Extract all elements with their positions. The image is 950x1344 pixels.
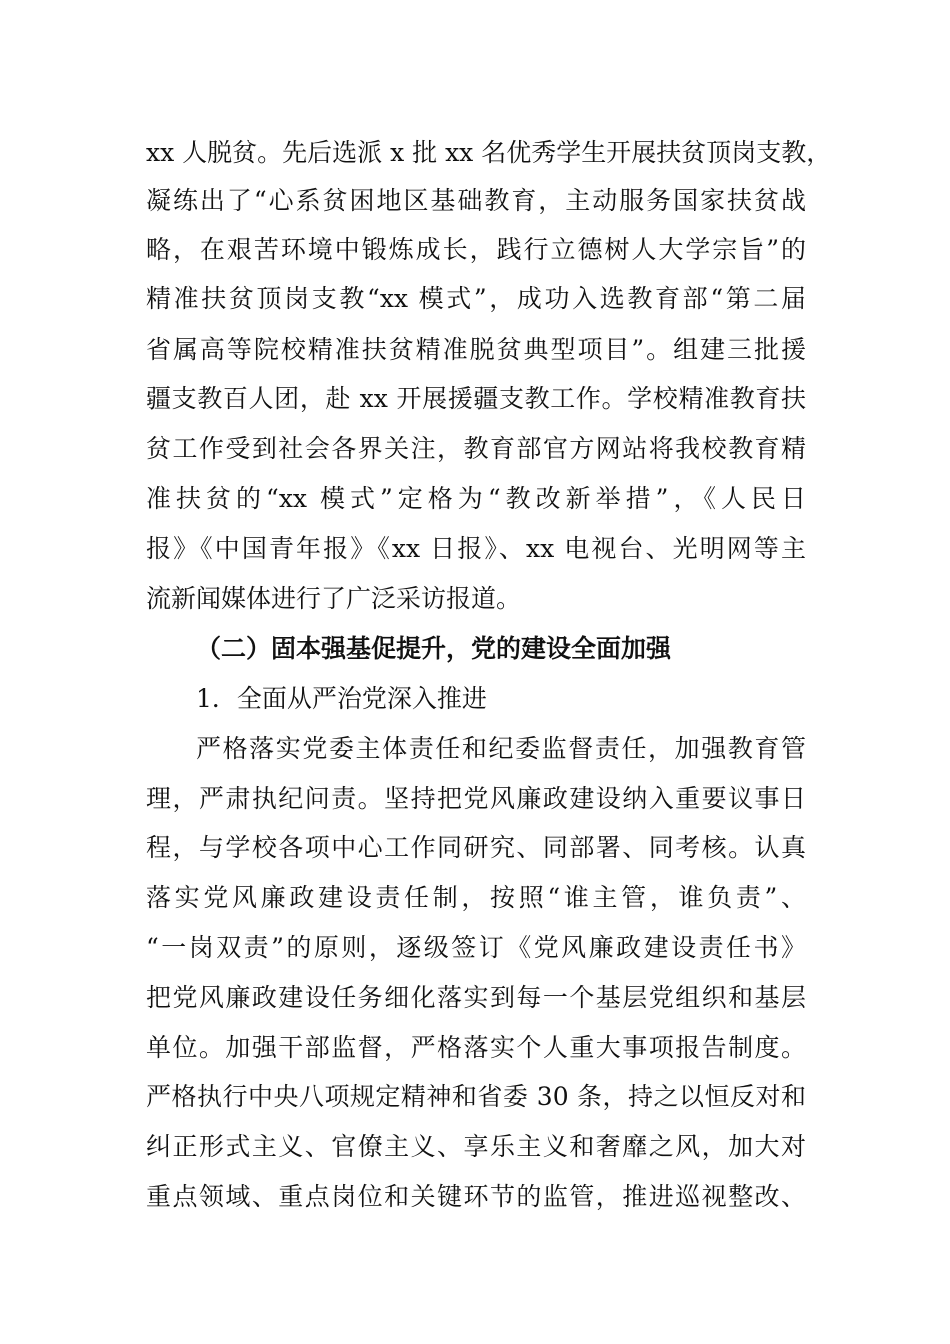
- paragraph-line: “一岗双责”的原则，逐级签订《党风廉政建设责任书》: [146, 933, 806, 962]
- paragraph-line: 落实党风廉政建设责任制，按照“谁主管，谁负责”、: [146, 883, 806, 912]
- paragraph-line: 单位。加强干部监督，严格落实个人重大事项报告制度。: [146, 1033, 806, 1062]
- paragraph-line: 贫工作受到社会各界关注，教育部官方网站将我校教育精: [146, 434, 806, 463]
- paragraph-line: 凝练出了“心系贫困地区基础教育，主动服务国家扶贫战: [146, 186, 806, 215]
- section-heading: （二）固本强基促提升，党的建设全面加强: [196, 634, 672, 663]
- paragraph-line: 准扶贫的“xx 模式”定格为“教改新举措”，《人民日: [146, 484, 806, 513]
- paragraph-line: 略，在艰苦环境中锻炼成长，践行立德树人大学宗旨”的: [146, 235, 806, 264]
- paragraph-line: xx 人脱贫。先后选派 x 批 xx 名优秀学生开展扶贫顶岗支教，: [146, 138, 832, 167]
- paragraph-line: 精准扶贫顶岗支教“xx 模式”，成功入选教育部“第二届: [146, 284, 806, 313]
- paragraph-line: 严格执行中央八项规定精神和省委 30 条，持之以恒反对和: [146, 1082, 806, 1111]
- paragraph-line: 疆支教百人团，赴 xx 开展援疆支教工作。学校精准教育扶: [146, 384, 806, 413]
- paragraph-line: 重点领域、重点岗位和关键环节的监管，推进巡视整改、: [146, 1182, 806, 1211]
- paragraph-line: 理，严肃执纪问责。坚持把党风廉政建设纳入重要议事日: [146, 784, 806, 813]
- paragraph-line: 纠正形式主义、官僚主义、享乐主义和奢靡之风，加大对: [146, 1132, 806, 1161]
- paragraph-line: 程，与学校各项中心工作同研究、同部署、同考核。认真: [146, 833, 806, 862]
- paragraph-line: 省属高等院校精准扶贫精准脱贫典型项目”。组建三批援: [146, 335, 806, 364]
- subsection-heading: 1．全面从严治党深入推进: [196, 684, 487, 713]
- paragraph-line: 把党风廉政建设任务细化落实到每一个基层党组织和基层: [146, 983, 806, 1012]
- paragraph-line: 流新闻媒体进行了广泛采访报道。: [146, 584, 522, 613]
- paragraph-line: 报》《中国青年报》《xx 日报》、xx 电视台、光明网等主: [146, 534, 806, 563]
- paragraph-line: 严格落实党委主体责任和纪委监督责任，加强教育管: [196, 734, 806, 763]
